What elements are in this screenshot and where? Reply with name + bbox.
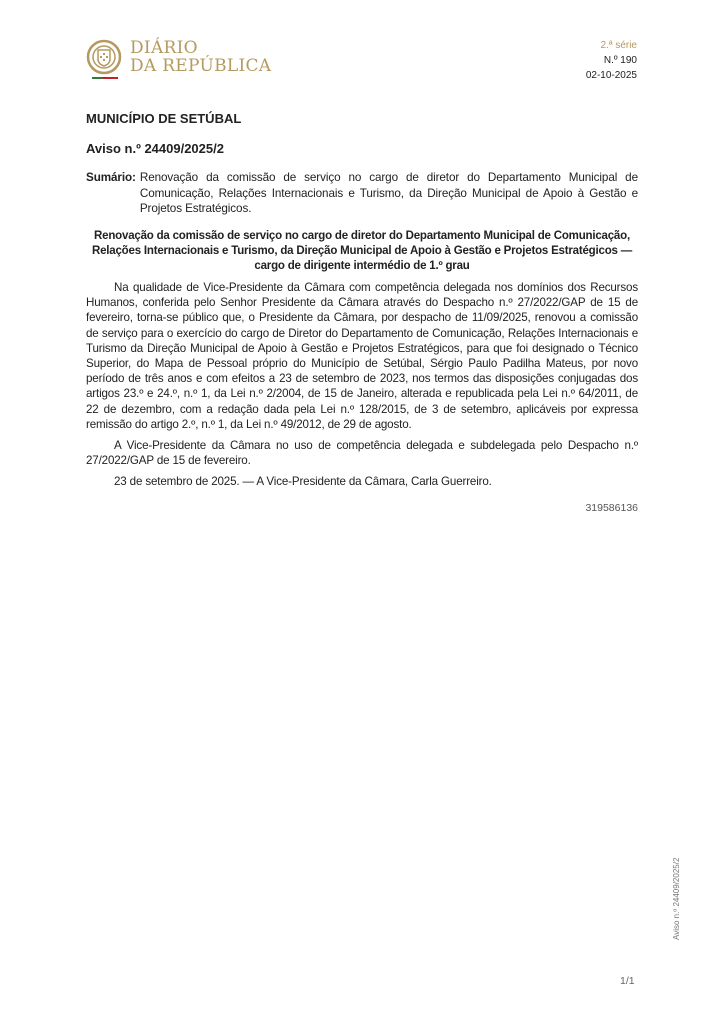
summary-label: Sumário:	[86, 171, 136, 184]
serie: 2.ª série	[600, 40, 637, 51]
page-number: 1/1	[620, 975, 635, 987]
seal-icon	[86, 39, 122, 75]
logo-line-2: DA REPÚBLICA	[130, 56, 272, 76]
document-title: Renovação da comissão de serviço no cargo de diretor do Departamento Municipal de Comunicação, Relações Internacionais e Turismo, da Direção Municipal de Apoio à Gestão e Projetos Estratégicos — cargo de dirigente intermédio de 1.º grau	[91, 230, 633, 272]
notice-heading: Aviso n.º 24409/2025/2	[86, 141, 224, 156]
diario-da-republica-logo	[86, 39, 271, 75]
reference-number: 319586136	[585, 502, 638, 514]
paragraph: A Vice-Presidente da Câmara no uso de competência delegada e subdelegada pelo Despacho n.º 27/2022/GAP de 15 de fevereiro.	[86, 439, 638, 468]
entity-heading: MUNICÍPIO DE SETÚBAL	[86, 111, 242, 126]
flag-stripe	[92, 77, 118, 79]
issue-number: N.º 190	[603, 55, 637, 66]
signature-paragraph: 23 de setembro de 2025. — A Vice-Presidente da Câmara, Carla Guerreiro.	[114, 475, 492, 489]
paragraph: Na qualidade de Vice-Presidente da Câmara com competência delegada nos domínios dos Recursos Humanos, conferida pelo Senhor Presidente da Câmara através do Despacho n.º 27/2022/GAP de 15 de fevereiro, torna-se público que, o Presidente da Câmara, por despacho de 11/09/2025, renovou a comissão de serviço para o exercício do cargo de Diretor do Departamento de Comunicação, Relações Internacionais e Turismo da Direção Municipal de Apoio à Gestão e Projetos Estratégicos, para que foi designado o Técnico Superior, do Mapa de Pessoal próprio do Município de Setúbal, Sérgio Paulo Padilha Mateus, por novo período de três anos e com efeitos a 23 de setembro de 2023, nos termos das disposições conjugadas dos artigos 23.º e 24.º, n.º 1, da Lei n.º 2/2004, de 15 de Janeiro, alterada e republicada pela Lei n.º 64/2011, de 22 de dezembro, com a redação dada pela Lei n.º 128/2015, de 3 de setembro, aplicáveis por expressa remissão do artigo 2.º, n.º 1, da Lei n.º 49/2012, de 29 de agosto.	[86, 281, 638, 431]
issue-info	[586, 38, 637, 83]
summary	[86, 170, 638, 217]
document-body	[86, 280, 638, 496]
summary-text: Renovação da comissão de serviço no cargo de diretor do Departamento Municipal de Comunicação, Relações Internacionais e Turismo, da Direção Municipal de Apoio à Gestão e Projetos Estratégicos.	[139, 171, 638, 215]
logo-line-1: DIÁRIO	[130, 38, 198, 58]
side-label: Aviso n.º 24409/2025/2	[672, 857, 681, 940]
issue-date: 02-10-2025	[585, 70, 637, 81]
